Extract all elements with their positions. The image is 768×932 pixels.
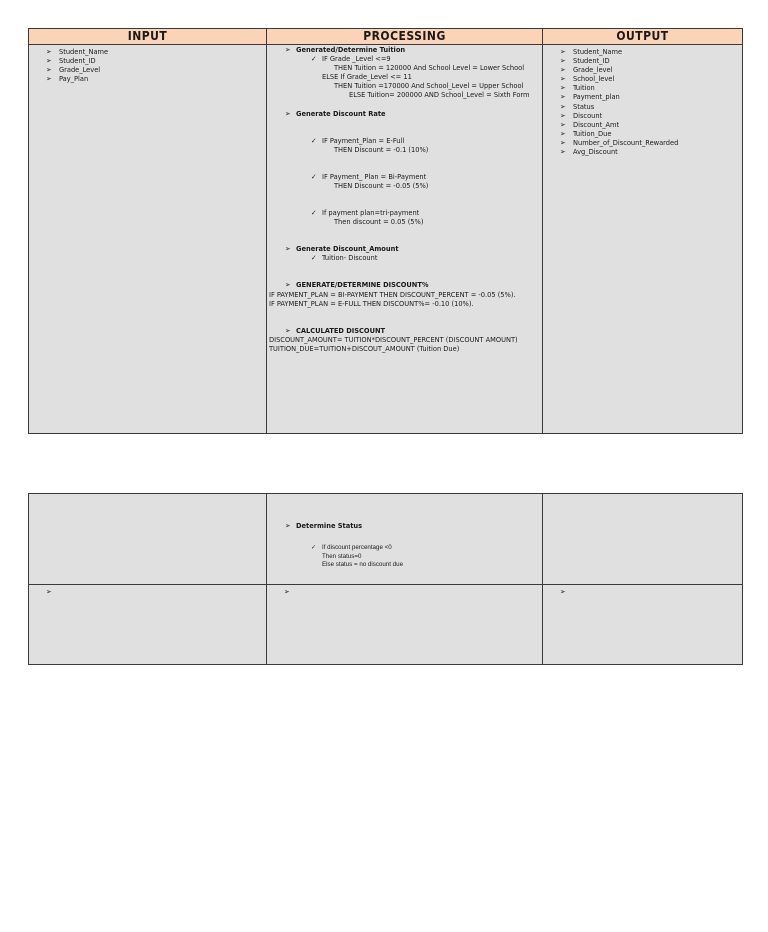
output-item-label: Student_ID (573, 56, 610, 66)
processing-line: DISCOUNT_AMOUNT= TUITION*DISCOUNT_PERCENT (DISCOUNT AMOUNT) (269, 334, 518, 344)
output-item-label: Status (573, 101, 595, 111)
processing-line (267, 172, 542, 181)
processing-line (267, 208, 542, 217)
input-header: INPUT (29, 29, 267, 45)
arrow-bullet-icon: ➢ (560, 587, 566, 596)
arrow-bullet-icon: ➢ (46, 74, 52, 84)
list-item (543, 47, 742, 56)
processing-heading (267, 521, 542, 530)
processing-line: Else status = no discount due (322, 560, 404, 568)
processing-line: IF PAYMENT_PLAN = E-FULL THEN DISCOUNT%= -0.10 (10%). (269, 298, 474, 308)
arrow-bullet-icon: ➢ (284, 587, 290, 596)
processing-line (267, 136, 542, 145)
list-item (29, 74, 266, 83)
heading-text: Generated/Determine Tuition (296, 45, 406, 54)
arrow-bullet-icon: ➢ (285, 108, 291, 118)
arrow-bullet-icon: ➢ (285, 45, 291, 54)
ipo-table-main (28, 28, 743, 434)
line-text: IF Payment_ Plan = Bi-Payment (322, 171, 427, 181)
processing-heading (267, 244, 542, 253)
line-text: IF Payment_Plan = E-Full (322, 135, 405, 145)
input-list (29, 47, 266, 83)
arrow-bullet-icon: ➢ (560, 65, 566, 75)
arrow-bullet-icon: ➢ (560, 83, 566, 93)
input-cell (29, 585, 267, 665)
arrow-bullet-icon: ➢ (560, 47, 566, 56)
output-item-label: School_level (573, 74, 615, 84)
check-icon: ✓ (311, 208, 317, 218)
processing-heading (267, 45, 542, 54)
list-item (543, 56, 742, 65)
arrow-bullet-icon: ➢ (285, 280, 291, 290)
list-item (29, 47, 266, 56)
list-item (543, 111, 742, 120)
output-cell (543, 45, 743, 434)
input-cell (29, 494, 267, 585)
list-item (29, 56, 266, 65)
check-icon: ✓ (311, 253, 317, 263)
arrow-bullet-icon: ➢ (560, 147, 566, 157)
processing-line: THEN Discount = -0.1 (10%) (334, 144, 429, 154)
arrow-bullet-icon: ➢ (560, 128, 566, 138)
arrow-bullet-icon: ➢ (285, 521, 291, 530)
input-item-label: Student_Name (59, 47, 109, 56)
heading-text: Generate Discount_Amount (296, 244, 399, 254)
arrow-bullet-icon: ➢ (285, 325, 291, 335)
output-item-label: Tuition (573, 83, 595, 93)
ipo-table-secondary (28, 493, 743, 665)
list-item (543, 92, 742, 101)
output-item-label: Grade_level (573, 65, 613, 75)
processing-line: THEN Discount = -0.05 (5%) (334, 180, 429, 190)
output-item-label: Avg_Discount (573, 147, 618, 157)
processing-line (267, 253, 542, 262)
check-icon: ✓ (311, 135, 317, 145)
heading-text: CALCULATED DISCOUNT (296, 325, 386, 335)
heading-text: GENERATE/DETERMINE DISCOUNT% (296, 280, 429, 290)
processing-cell (267, 494, 543, 585)
processing-line: Then discount = 0.05 (5%) (334, 217, 424, 227)
processing-line: IF PAYMENT_PLAN = BI-PAYMENT THEN DISCOUNT_PERCENT = -0.05 (5%). (269, 289, 516, 299)
list-item (29, 65, 266, 74)
arrow-bullet-icon: ➢ (560, 74, 566, 84)
arrow-bullet-icon: ➢ (560, 92, 566, 102)
line-text: If discount percentage <0 (322, 544, 392, 552)
processing-line: ELSE If Grade_Level <= 11 (322, 72, 412, 82)
output-cell (543, 494, 743, 585)
check-icon: ✓ (311, 544, 317, 552)
list-item (543, 102, 742, 111)
list-item (543, 138, 742, 147)
list-item (543, 74, 742, 83)
output-item-label: Student_Name (573, 47, 623, 56)
output-header: OUTPUT (543, 29, 743, 45)
output-item-label: Number_of_Discount_Rewarded (573, 137, 679, 147)
arrow-bullet-icon: ➢ (560, 119, 566, 129)
arrow-bullet-icon: ➢ (46, 587, 52, 596)
output-item-label: Discount_Amt (573, 119, 620, 129)
list-item (543, 147, 742, 156)
heading-text: Generate Discount Rate (296, 108, 386, 118)
arrow-bullet-icon: ➢ (560, 56, 566, 66)
line-text: If payment plan=tri-payment (322, 208, 420, 218)
list-item (543, 129, 742, 138)
processing-cell (267, 45, 543, 434)
list-item (543, 83, 742, 92)
processing-line: THEN Tuition =170000 And School_Level = Upper School (334, 81, 524, 91)
arrow-bullet-icon: ➢ (560, 137, 566, 147)
processing-line: ELSE Tuition= 200000 AND School_Level = Sixth Form (349, 90, 530, 100)
arrow-bullet-icon: ➢ (46, 56, 52, 66)
check-icon: ✓ (311, 171, 317, 181)
input-item-label: Student_ID (59, 56, 96, 66)
processing-line: THEN Tuition = 120000 And School Level = Lower School (334, 63, 525, 73)
output-item-label: Payment_plan (573, 92, 620, 102)
processing-line: TUITION_DUE=TUITION+DISCOUT_AMOUNT (Tuition Due) (269, 343, 460, 353)
processing-heading (267, 109, 542, 118)
arrow-bullet-icon: ➢ (560, 101, 566, 111)
list-item (543, 120, 742, 129)
check-icon: ✓ (311, 54, 317, 64)
output-cell (543, 585, 743, 665)
processing-heading (267, 280, 542, 289)
processing-heading (267, 326, 542, 335)
output-item-label: Discount (573, 110, 603, 120)
list-item (543, 65, 742, 74)
processing-line: Then status=0 (322, 552, 362, 560)
arrow-bullet-icon: ➢ (46, 65, 52, 75)
input-item-label: Grade_Level (59, 65, 101, 75)
line-text: Tuition- Discount (322, 253, 378, 263)
processing-line (267, 544, 542, 552)
heading-text: Determine Status (296, 521, 363, 530)
line-text: IF Grade _Level <=9 (322, 54, 391, 64)
arrow-bullet-icon: ➢ (285, 244, 291, 254)
arrow-bullet-icon: ➢ (560, 110, 566, 120)
arrow-bullet-icon: ➢ (46, 47, 52, 56)
processing-header: PROCESSING (267, 29, 543, 45)
processing-line (267, 54, 542, 63)
output-list (543, 47, 742, 156)
input-item-label: Pay_Plan (59, 74, 89, 84)
processing-cell (267, 585, 543, 665)
output-item-label: Tuition_Due (573, 128, 612, 138)
input-cell (29, 45, 267, 434)
